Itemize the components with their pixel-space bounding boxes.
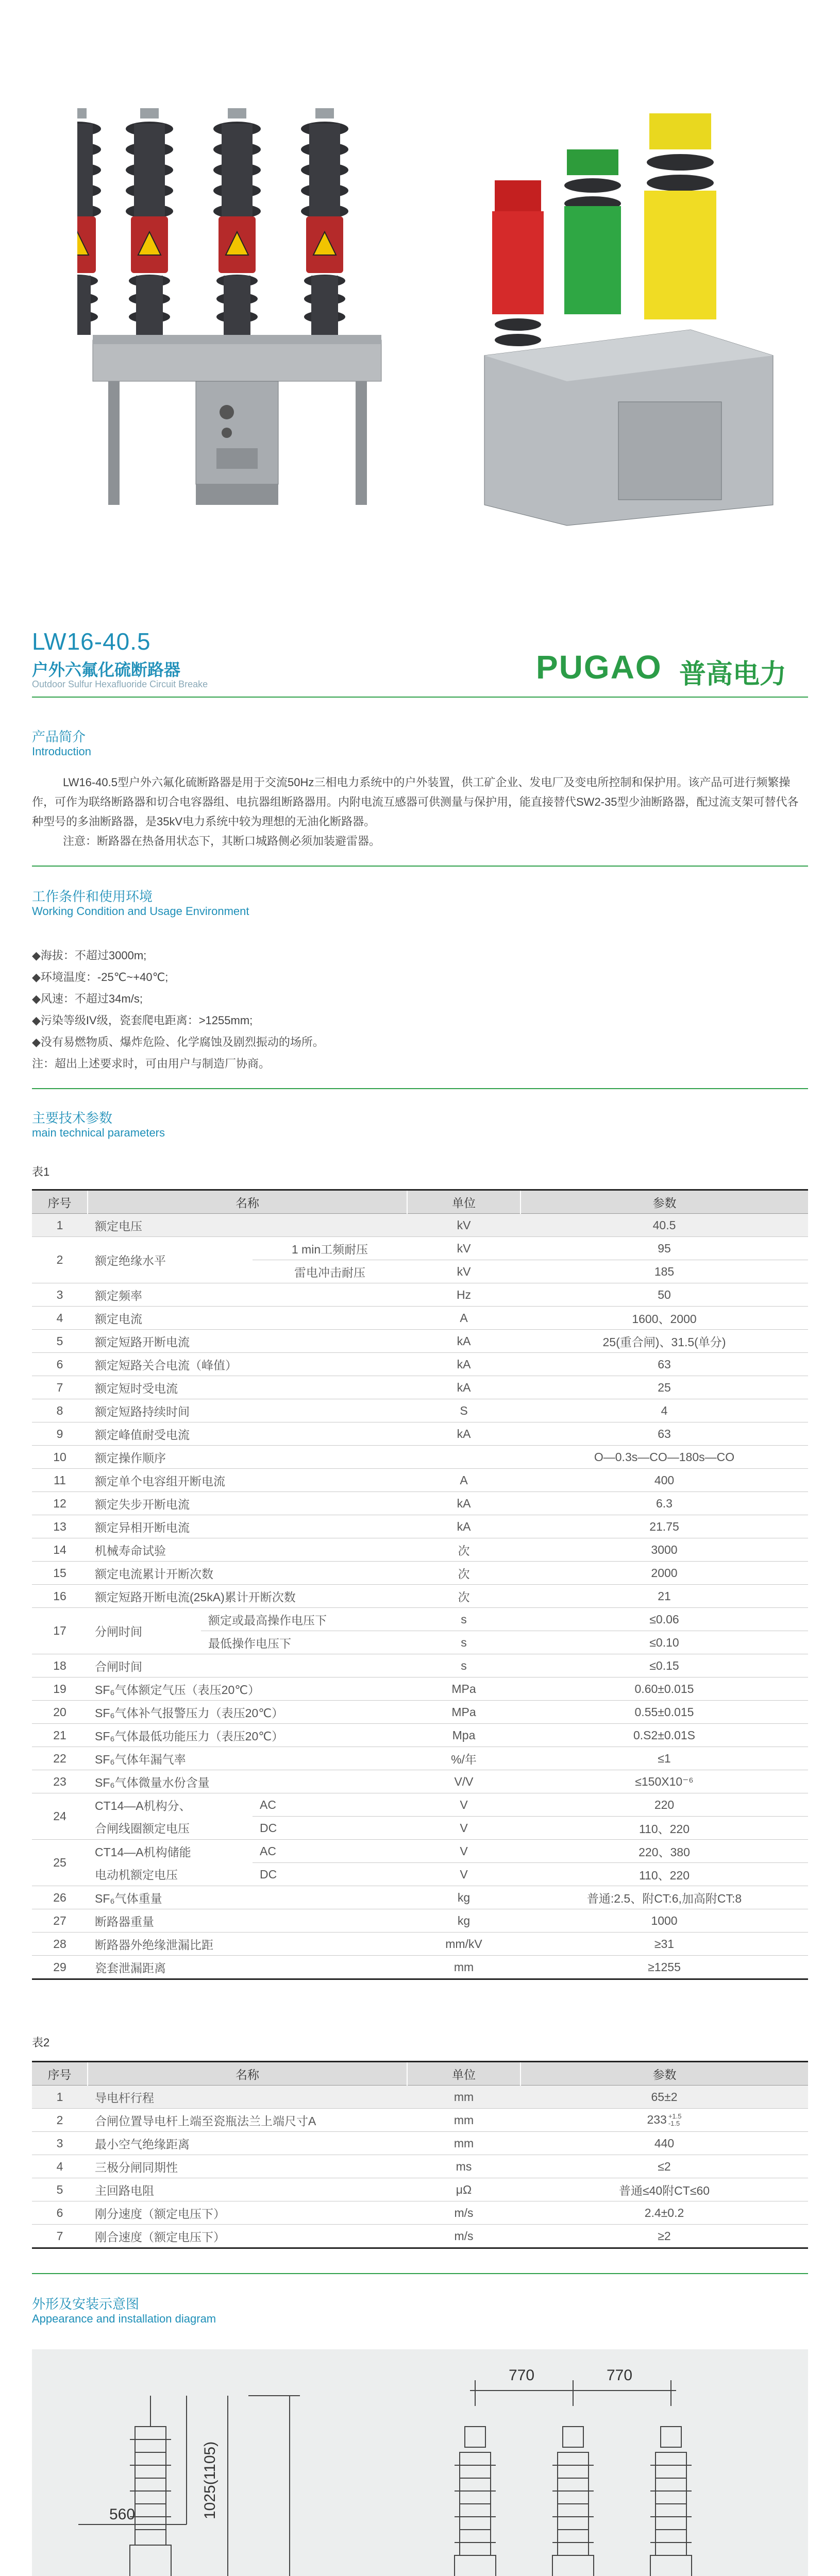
cell-no: 7 xyxy=(32,2225,88,2248)
col-unit: 单位 xyxy=(407,2062,520,2086)
dim-770-left: 770 xyxy=(509,2367,535,2384)
table-row xyxy=(32,1376,808,1399)
cell-name: 合闸线圈额定电压 xyxy=(88,1817,253,1840)
cell-unit: s xyxy=(407,1631,520,1654)
cell-name: 额定操作顺序 xyxy=(88,1446,407,1469)
cell-name: 最小空气绝缘距离 xyxy=(88,2132,407,2155)
cell-name: 刚合速度（额定电压下） xyxy=(88,2225,407,2248)
cell-no: 15 xyxy=(32,1562,88,1585)
cell-unit: MPa xyxy=(407,1677,520,1701)
cell-no: 23 xyxy=(32,1770,88,1793)
cell-unit: Mpa xyxy=(407,1724,520,1747)
cell-value: ≤0.10 xyxy=(520,1631,808,1654)
table-row xyxy=(32,1817,808,1840)
col-name: 名称 xyxy=(88,2062,407,2086)
cell-name: SF₆气体补气报警压力（表压20℃） xyxy=(88,1701,407,1724)
cell-name: 合闸时间 xyxy=(88,1654,407,1677)
cell-no: 6 xyxy=(32,1353,88,1376)
spec-table-2 xyxy=(32,2061,808,2249)
cell-name: 额定电流累计开断次数 xyxy=(88,1562,407,1585)
cell-name: 瓷套泄漏距离 xyxy=(88,1956,407,1979)
cell-no: 2 xyxy=(32,2109,88,2132)
cell-value: 63 xyxy=(520,1422,808,1446)
cell-value: 普通:2.5、附CT:6,加高附CT:8 xyxy=(520,1886,808,1909)
table-row xyxy=(32,1538,808,1562)
cell-name: 三极分闸同期性 xyxy=(88,2155,407,2178)
cell-value: 2.4±0.2 xyxy=(520,2201,808,2225)
intro-paragraph: LW16-40.5型户外六氟化硫断路器是用于交流50Hz三相电力系统中的户外装置，供工矿企业、发电厂及变电所控制和保护用。该产品可进行频繁操作，可作为联络断路器和切合电容器组、电抗器组断路器用。内附电流互感器可供测量与保护用，能直接替代SW2-35型少油断路器，配过流支架可替代各种型号的多油断路器，是35kV电力系统中较为理想的无油化断路器。 xyxy=(32,776,799,828)
cell-unit: μΩ xyxy=(407,2178,520,2201)
conditions-heading-en: Working Condition and Usage Environment xyxy=(32,905,249,918)
table-row xyxy=(32,1677,808,1701)
table-row xyxy=(32,1747,808,1770)
cell-name: SF₆气体微量水份含量 xyxy=(88,1770,407,1793)
table-row xyxy=(32,1724,808,1747)
cell-unit xyxy=(407,1446,520,1469)
cell-unit: V xyxy=(407,1863,520,1886)
cell-name: 额定绝缘水平 xyxy=(88,1237,253,1283)
table-row xyxy=(32,1585,808,1608)
cell-name: SF₆气体额定气压（表压20℃） xyxy=(88,1677,407,1701)
cell-no: 3 xyxy=(32,1283,88,1307)
cell-sub: AC xyxy=(253,1840,407,1863)
cell-unit: kV xyxy=(407,1214,520,1237)
condition-pollution: ◆污染等级IV级，瓷套爬电距离：>1255mm; xyxy=(32,1014,253,1027)
brand-logo-cn: 普高电力 xyxy=(679,659,787,689)
dim-770-right: 770 xyxy=(607,2367,633,2384)
cell-unit: %/年 xyxy=(407,1747,520,1770)
col-no: 序号 xyxy=(32,2062,88,2086)
cell-value: 1600、2000 xyxy=(520,1307,808,1330)
cell-value: 0.60±0.015 xyxy=(520,1677,808,1701)
cell-no: 5 xyxy=(32,2178,88,2201)
cell-name: 额定异相开断电流 xyxy=(88,1515,407,1538)
cell-name: 机械寿命试验 xyxy=(88,1538,407,1562)
cell-value: 21.75 xyxy=(520,1515,808,1538)
cell-name: 主回路电阻 xyxy=(88,2178,407,2201)
cell-unit: kA xyxy=(407,1330,520,1353)
cell-name: 额定峰值耐受电流 xyxy=(88,1422,407,1446)
cell-unit: m/s xyxy=(407,2201,520,2225)
cell-value: O—0.3s—CO—180s—CO xyxy=(520,1446,808,1469)
cell-name: 额定短路开断电流(25kA)累计开断次数 xyxy=(88,1585,407,1608)
cell-no: 18 xyxy=(32,1654,88,1677)
cell-value: 220 xyxy=(520,1793,808,1817)
cell-name: SF₆气体年漏气率 xyxy=(88,1747,407,1770)
cell-value: 185 xyxy=(520,1260,808,1283)
cell-name: 额定单个电容组开断电流 xyxy=(88,1469,407,1492)
cell-unit: s xyxy=(407,1608,520,1631)
cell-unit: 次 xyxy=(407,1538,520,1562)
table-header-row xyxy=(32,1190,808,1214)
cell-unit: kA xyxy=(407,1492,520,1515)
condition-altitude: ◆海拔：不超过3000m; xyxy=(32,949,147,962)
table-row xyxy=(32,2201,808,2225)
table-header-row xyxy=(32,2062,808,2086)
col-value: 参数 xyxy=(520,1190,808,1214)
intro-heading-cn: 产品简介 xyxy=(32,729,86,744)
cell-unit: V/V xyxy=(407,1770,520,1793)
header-divider xyxy=(32,697,808,698)
cell-unit: s xyxy=(407,1654,520,1677)
cell-no: 22 xyxy=(32,1747,88,1770)
product-title-cn: 户外六氟化硫断路器 xyxy=(32,660,181,679)
cell-unit: mm xyxy=(407,2086,520,2109)
table-row xyxy=(32,2109,808,2132)
cell-sub: AC xyxy=(253,1793,407,1817)
cell-no: 16 xyxy=(32,1585,88,1608)
cell-unit: V xyxy=(407,1840,520,1863)
conditions-divider xyxy=(32,1088,808,1089)
cell-value: 63 xyxy=(520,1353,808,1376)
cell-name: CT14—A机构储能 xyxy=(95,1845,191,1859)
cell-value: 25 xyxy=(520,1376,808,1399)
cell-unit: S xyxy=(407,1399,520,1422)
cell-name: 导电杆行程 xyxy=(88,2086,407,2109)
model-number: LW16-40.5 xyxy=(32,628,151,655)
cell-unit: kA xyxy=(407,1353,520,1376)
table-row xyxy=(32,1886,808,1909)
cell-no: 11 xyxy=(32,1469,88,1492)
cell-value: ≤0.06 xyxy=(520,1608,808,1631)
table-row xyxy=(32,2155,808,2178)
params-heading-cn: 主要技术参数 xyxy=(32,1110,113,1126)
cell-value: 110、220 xyxy=(520,1817,808,1840)
cell-name: SF₆气体最低功能压力（表压20℃） xyxy=(88,1724,407,1747)
cell-value: ≥31 xyxy=(520,1933,808,1956)
cell-name: 电动机额定电压 xyxy=(88,1863,253,1886)
table-row xyxy=(32,1283,808,1307)
cell-value: 440 xyxy=(520,2132,808,2155)
cell-unit: m/s xyxy=(407,2225,520,2248)
cell-unit: mm xyxy=(407,2132,520,2155)
cell-no: 4 xyxy=(32,1307,88,1330)
cell-no: 3 xyxy=(32,2132,88,2155)
cell-no: 21 xyxy=(32,1724,88,1747)
table-row xyxy=(32,1933,808,1956)
cell-no: 1 xyxy=(32,2086,88,2109)
table-row xyxy=(32,2225,808,2248)
cell-unit: kA xyxy=(407,1422,520,1446)
spec-table-1 xyxy=(32,1189,808,1980)
params-divider xyxy=(32,2273,808,2274)
cell-value: 110、220 xyxy=(520,1863,808,1886)
cell-name: 额定短路持续时间 xyxy=(88,1399,407,1422)
cell-sub: DC xyxy=(253,1817,407,1840)
cell-no: 27 xyxy=(32,1909,88,1933)
cell-value xyxy=(520,2109,808,2132)
conditions-heading-cn: 工作条件和使用环境 xyxy=(32,889,153,904)
cell-no: 24 xyxy=(32,1793,88,1840)
table-row xyxy=(32,1353,808,1376)
cell-no: 1 xyxy=(32,1214,88,1237)
cell-value: ≥1255 xyxy=(520,1956,808,1979)
cell-sub: 雷电冲击耐压 xyxy=(253,1260,407,1283)
cell-value-main: 233 xyxy=(647,2112,667,2126)
cell-name: 额定短路关合电流（峰值） xyxy=(88,1353,407,1376)
table-row xyxy=(32,1492,808,1515)
cell-unit: kV xyxy=(407,1260,520,1283)
col-unit: 单位 xyxy=(407,1190,520,1214)
table1-label: 表1 xyxy=(32,1165,50,1178)
cell-unit: mm xyxy=(407,1956,520,1979)
table-row xyxy=(32,2178,808,2201)
cell-no: 12 xyxy=(32,1492,88,1515)
table-row xyxy=(32,1863,808,1886)
cell-unit: Hz xyxy=(407,1283,520,1307)
cell-value: 95 xyxy=(520,1237,808,1260)
tolerance-upper: +1.5 xyxy=(668,2112,682,2121)
table-row xyxy=(32,1307,808,1330)
col-value: 参数 xyxy=(520,2062,808,2086)
cell-no: 8 xyxy=(32,1399,88,1422)
cell-name: 额定电压 xyxy=(88,1214,407,1237)
cell-value: 4 xyxy=(520,1399,808,1422)
table2-label: 表2 xyxy=(32,2036,50,2049)
product-title-en: Outdoor Sulfur Hexafluoride Circuit Breake xyxy=(32,679,208,689)
col-name: 名称 xyxy=(88,1190,407,1214)
cell-name: 额定失步开断电流 xyxy=(88,1492,407,1515)
cell-unit: mm/kV xyxy=(407,1933,520,1956)
cell-value: 21 xyxy=(520,1585,808,1608)
cell-unit: ms xyxy=(407,2155,520,2178)
table-row xyxy=(32,2086,808,2109)
installation-diagram xyxy=(32,2349,808,2576)
params-heading-en: main technical parameters xyxy=(32,1126,165,1139)
cell-name: 合闸位置导电杆上端至瓷瓶法兰上端尺寸A xyxy=(88,2109,407,2132)
cell-value: ≤0.15 xyxy=(520,1654,808,1677)
cell-no: 14 xyxy=(32,1538,88,1562)
cell-sub: 1 min工频耐压 xyxy=(253,1237,407,1260)
cell-unit: V xyxy=(407,1817,520,1840)
cell-no: 28 xyxy=(32,1933,88,1956)
cell-unit: kA xyxy=(407,1376,520,1399)
table-row xyxy=(32,1562,808,1585)
cell-unit: V xyxy=(407,1793,520,1817)
cell-no: 13 xyxy=(32,1515,88,1538)
cell-no: 4 xyxy=(32,2155,88,2178)
cell-name: 分闸时间 xyxy=(88,1608,201,1654)
intro-heading-en: Introduction xyxy=(32,745,91,758)
cell-no: 19 xyxy=(32,1677,88,1701)
condition-note: 注：超出上述要求时，可由用户与制造厂协商。 xyxy=(32,1057,271,1070)
cell-no: 10 xyxy=(32,1446,88,1469)
cell-name: 额定短时受电流 xyxy=(88,1376,407,1399)
cell-no: 17 xyxy=(32,1608,88,1654)
col-no: 序号 xyxy=(32,1190,88,1214)
cell-unit: A xyxy=(407,1307,520,1330)
cell-name: SF₆气体重量 xyxy=(88,1886,407,1909)
dim-1025: 1025(1105) xyxy=(201,2441,219,2519)
table-row xyxy=(32,1701,808,1724)
cell-sub: DC xyxy=(253,1863,407,1886)
cell-unit: kg xyxy=(407,1909,520,1933)
table-row xyxy=(32,1608,808,1631)
table-row xyxy=(32,1422,808,1446)
table-row xyxy=(32,1956,808,1979)
intro-note: 注意：断路器在热备用状态下，其断口城路侧必须加装避雷器。 xyxy=(63,835,381,848)
table-row xyxy=(32,1793,808,1817)
cell-no: 29 xyxy=(32,1956,88,1979)
cell-no: 20 xyxy=(32,1701,88,1724)
table-row xyxy=(32,1399,808,1422)
cell-value: ≤150X10⁻⁶ xyxy=(520,1770,808,1793)
drawing-heading-en: Appearance and installation diagram xyxy=(32,2312,216,2325)
cell-value: 25(重合闸)、31.5(单分) xyxy=(520,1330,808,1353)
cell-name: 额定短路开断电流 xyxy=(88,1330,407,1353)
cell-unit: kA xyxy=(407,1515,520,1538)
cell-name: CT14—A机构分、 xyxy=(95,1799,191,1812)
cell-unit: kV xyxy=(407,1237,520,1260)
cell-name: 额定频率 xyxy=(88,1283,407,1307)
cell-value: 1000 xyxy=(520,1909,808,1933)
cell-name: 断路器重量 xyxy=(88,1909,407,1933)
table-row xyxy=(32,1469,808,1492)
cell-no: 5 xyxy=(32,1330,88,1353)
table-row xyxy=(32,1446,808,1469)
table-row xyxy=(32,2132,808,2155)
brand-logo: PUGAO xyxy=(536,649,662,686)
intro-divider xyxy=(32,866,808,867)
cell-value: 400 xyxy=(520,1469,808,1492)
cell-unit: 次 xyxy=(407,1562,520,1585)
cell-unit: 次 xyxy=(407,1585,520,1608)
cell-unit: A xyxy=(407,1469,520,1492)
cell-name: 刚分速度（额定电压下） xyxy=(88,2201,407,2225)
cell-unit: kg xyxy=(407,1886,520,1909)
cell-sub: 额定或最高操作电压下 xyxy=(201,1608,407,1631)
cell-no: 7 xyxy=(32,1376,88,1399)
drawing-heading-cn: 外形及安装示意图 xyxy=(32,2296,140,2312)
cell-name: 额定电流 xyxy=(88,1307,407,1330)
cell-value: 0.S2±0.01S xyxy=(520,1724,808,1747)
cell-no: 6 xyxy=(32,2201,88,2225)
cell-value: 40.5 xyxy=(520,1214,808,1237)
cell-value: 50 xyxy=(520,1283,808,1307)
tolerance-lower: -1.5 xyxy=(668,2120,680,2128)
table-row xyxy=(32,1654,808,1677)
cell-name: 断路器外绝缘泄漏比距 xyxy=(88,1933,407,1956)
table-row xyxy=(32,1330,808,1353)
condition-wind: ◆风速：不超过34m/s; xyxy=(32,992,143,1005)
cell-no: 25 xyxy=(32,1840,88,1886)
table-row xyxy=(32,1237,808,1260)
cell-value: 普通≤40附CT≤60 xyxy=(520,2178,808,2201)
cell-value: 6.3 xyxy=(520,1492,808,1515)
condition-temperature: ◆环境温度：-25℃~+40℃; xyxy=(32,971,169,984)
product-photo-colored-phases xyxy=(464,113,783,536)
table-row xyxy=(32,1840,808,1863)
table-row xyxy=(32,1214,808,1237)
cell-value: 2000 xyxy=(520,1562,808,1585)
cell-no: 2 xyxy=(32,1237,88,1283)
cell-value: 0.55±0.015 xyxy=(520,1701,808,1724)
cell-value: ≥2 xyxy=(520,2225,808,2248)
cell-sub: 最低操作电压下 xyxy=(201,1631,407,1654)
cell-no: 9 xyxy=(32,1422,88,1446)
table-row xyxy=(32,1770,808,1793)
table-row xyxy=(32,1909,808,1933)
cell-unit: MPa xyxy=(407,1701,520,1724)
cell-unit: mm xyxy=(407,2109,520,2132)
dim-560: 560 xyxy=(109,2506,136,2523)
cell-value: 65±2 xyxy=(520,2086,808,2109)
cell-value: 3000 xyxy=(520,1538,808,1562)
product-photo-single-color xyxy=(77,77,397,541)
cell-value: 220、380 xyxy=(520,1840,808,1863)
cell-value: ≤2 xyxy=(520,2155,808,2178)
cell-value: ≤1 xyxy=(520,1747,808,1770)
table-row xyxy=(32,1515,808,1538)
condition-location: ◆没有易燃物质、爆炸危险、化学腐蚀及剧烈振动的场所。 xyxy=(32,1036,324,1048)
cell-no: 26 xyxy=(32,1886,88,1909)
